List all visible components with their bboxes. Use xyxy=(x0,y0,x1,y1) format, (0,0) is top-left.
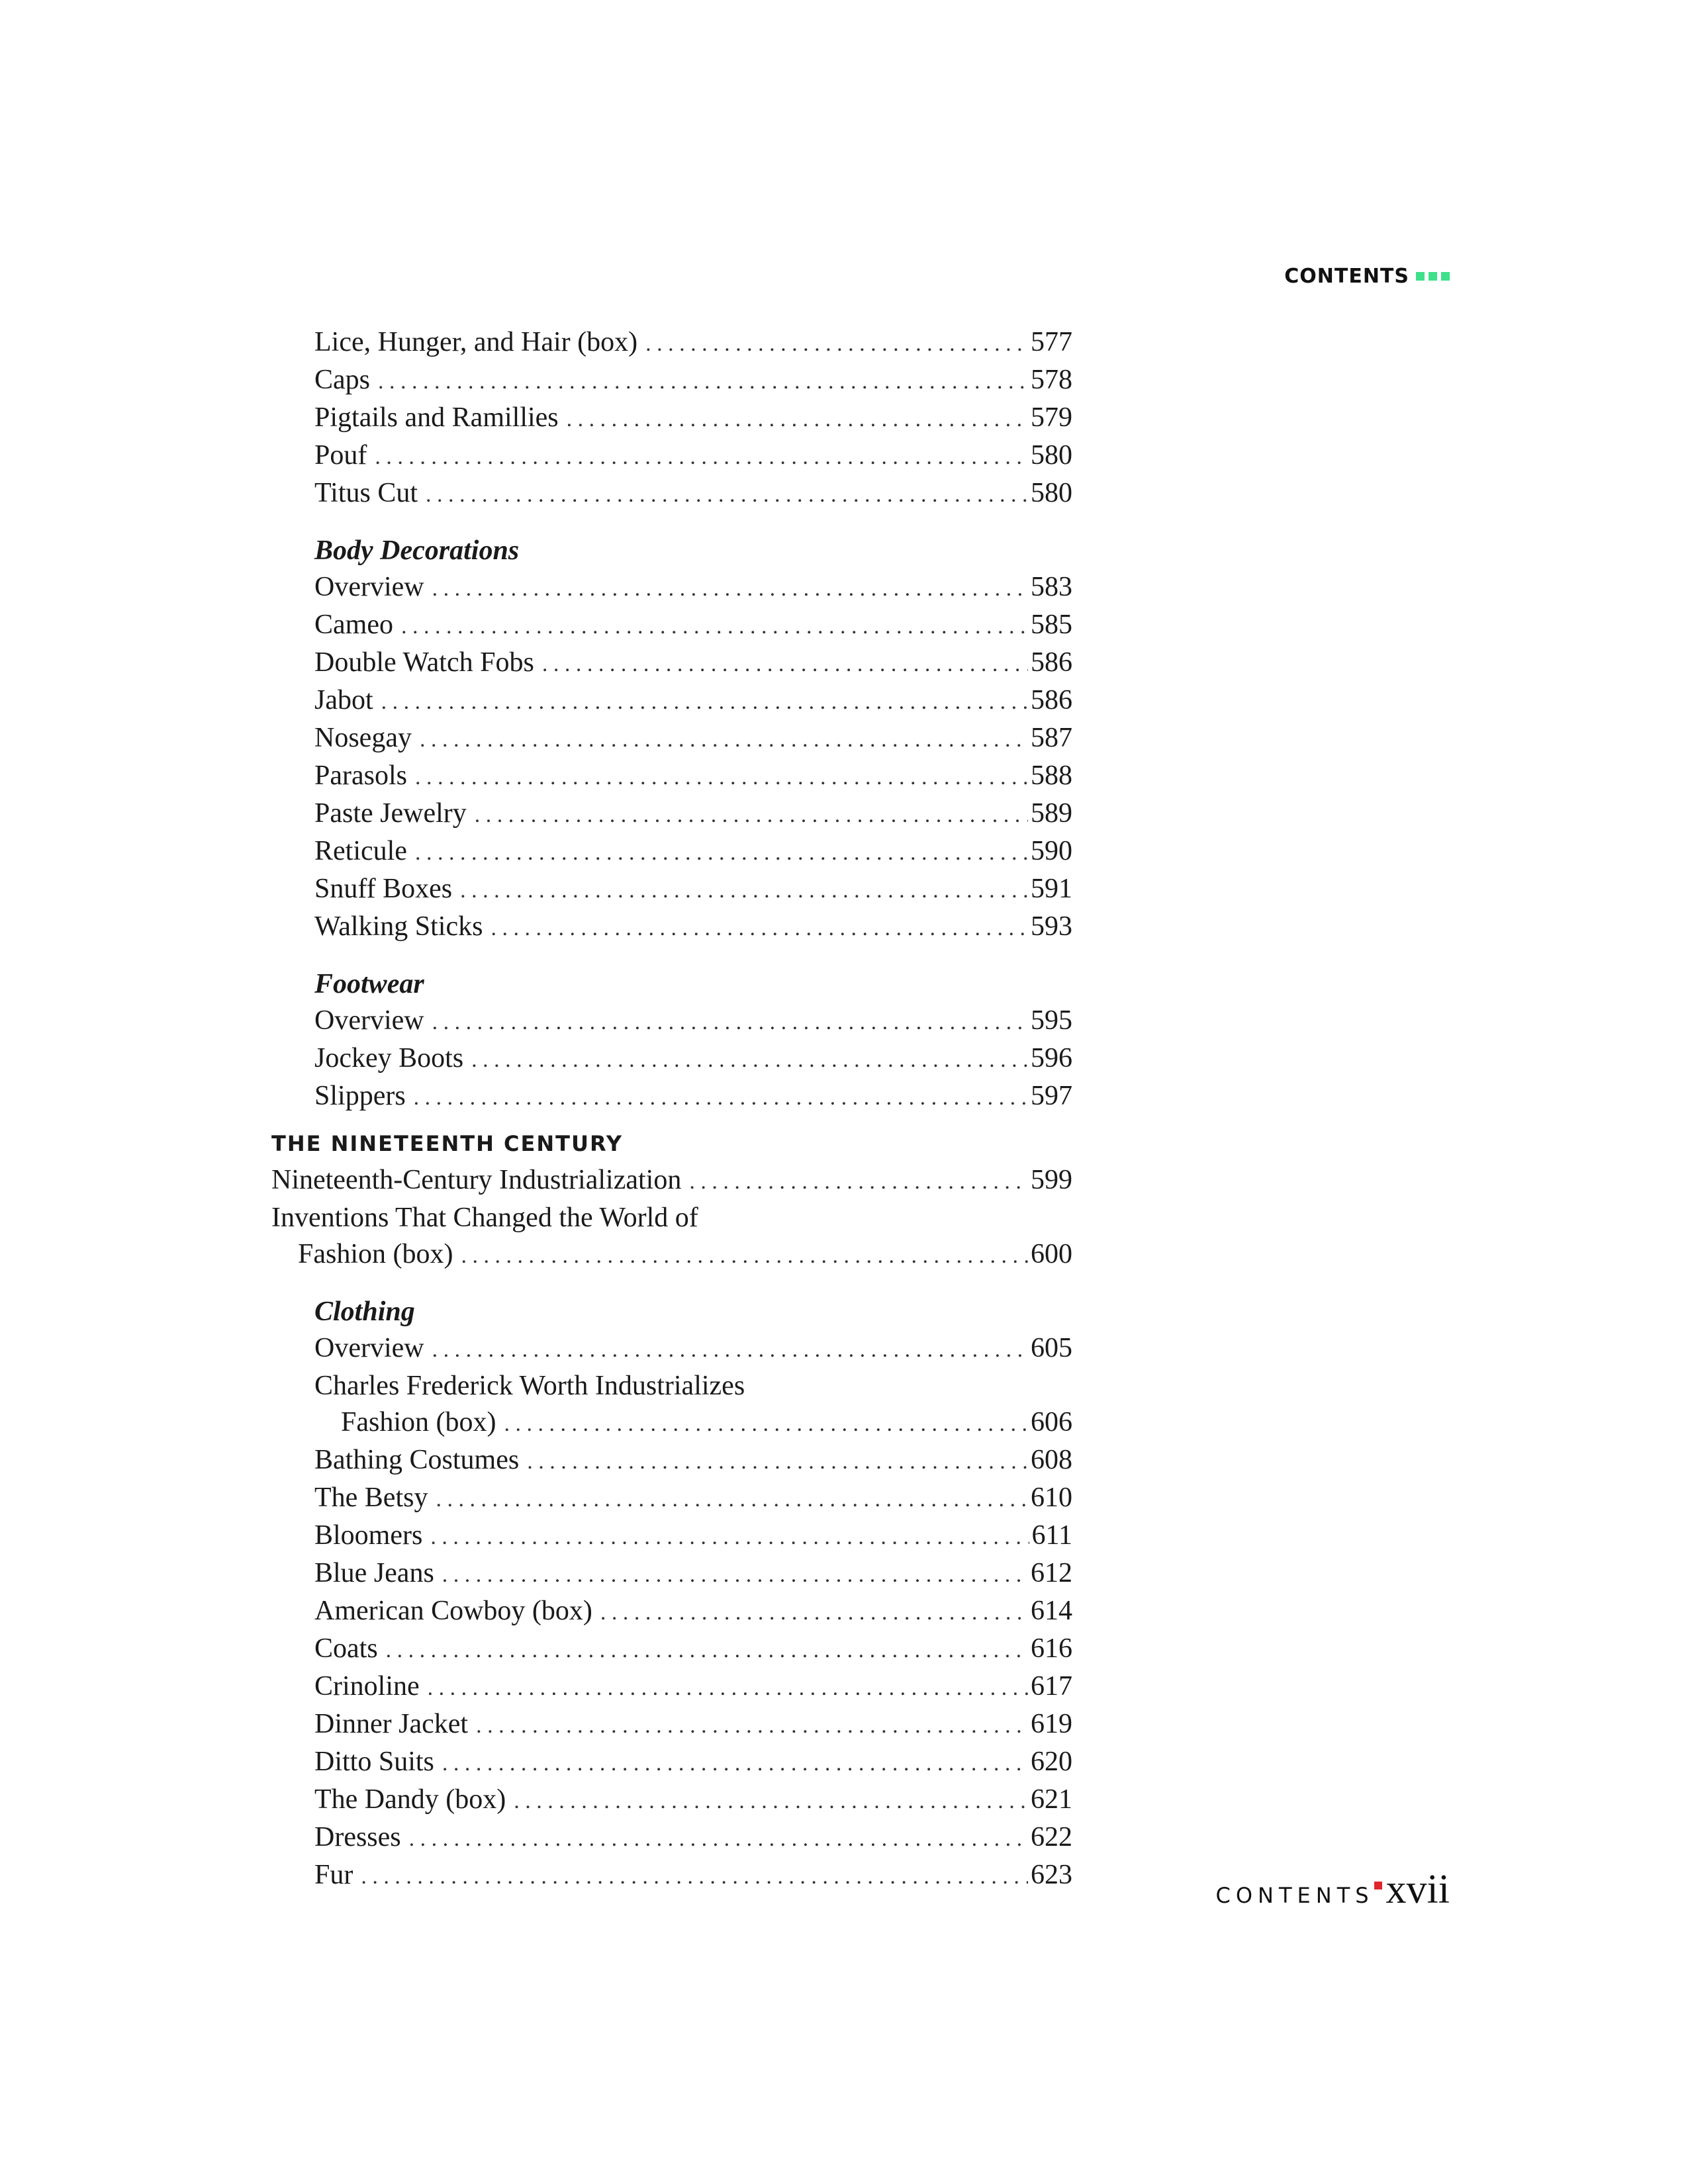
toc-entry[interactable]: American Cowboy (box) . . . 614 xyxy=(271,1593,1072,1631)
table-of-contents xyxy=(271,324,1072,1895)
toc-entry[interactable]: Titus Cut . . . 580 xyxy=(271,475,1072,513)
toc-entry[interactable]: Fashion (box) . . . 600 xyxy=(271,1236,1072,1274)
toc-group-hair xyxy=(271,324,1072,513)
toc-entry[interactable]: Nosegay . . . 587 xyxy=(271,720,1072,758)
folio-square xyxy=(1374,1882,1382,1889)
toc-entry[interactable]: Paste Jewelry . . . 589 xyxy=(271,796,1072,833)
toc-group-footwear xyxy=(271,966,1072,1116)
toc-entry[interactable]: Parasols . . . 588 xyxy=(271,758,1072,796)
section-heading: Footwear xyxy=(314,969,424,999)
toc-entry[interactable]: Reticule . . . 590 xyxy=(271,833,1072,871)
toc-entry[interactable]: Blue Jeans . . . 612 xyxy=(271,1555,1072,1593)
toc-entry[interactable]: Lice, Hunger, and Hair (box) . . . 577 xyxy=(271,324,1072,362)
toc-entry[interactable]: Dinner Jacket . . . 619 xyxy=(271,1706,1072,1744)
toc-group-body-decorations xyxy=(271,533,1072,946)
toc-entry[interactable]: Caps . . . 578 xyxy=(271,362,1072,400)
toc-entry[interactable]: Crinoline . . . 617 xyxy=(271,1668,1072,1706)
toc-entry[interactable]: Fashion (box) . . . 606 xyxy=(271,1404,1072,1442)
toc-entry[interactable]: Coats . . . 616 xyxy=(271,1631,1072,1668)
toc-entry[interactable]: Double Watch Fobs . . . 586 xyxy=(271,645,1072,682)
folio-label: CONTENTS xyxy=(1215,1883,1374,1908)
running-head xyxy=(1284,265,1450,288)
page-folio xyxy=(1216,1866,1450,1913)
toc-entry-line[interactable]: Inventions That Changed the World of xyxy=(271,1203,698,1233)
section-heading: Body Decorations xyxy=(314,535,520,566)
toc-entry[interactable]: Pigtails and Ramillies . . . 579 xyxy=(271,400,1072,437)
running-head-squares xyxy=(1416,272,1450,281)
toc-entry[interactable]: Slippers . . . 597 xyxy=(271,1078,1072,1116)
toc-entry-line[interactable]: Charles Frederick Worth Industrializes xyxy=(314,1371,745,1401)
toc-entry[interactable]: Fur . . . 623 xyxy=(271,1857,1072,1895)
toc-entry[interactable]: The Betsy . . . 610 xyxy=(271,1480,1072,1518)
toc-entry[interactable]: Dresses . . . 622 xyxy=(271,1819,1072,1857)
toc-entry[interactable]: Jabot . . . 586 xyxy=(271,682,1072,720)
toc-entry[interactable]: Pouf . . . 580 xyxy=(271,437,1072,475)
toc-entry[interactable]: Nineteenth-Century Industrialization . . . 599 xyxy=(271,1162,1072,1200)
toc-entry[interactable]: Walking Sticks . . . 593 xyxy=(271,909,1072,946)
page-number: xvii xyxy=(1385,1867,1450,1912)
toc-entry[interactable]: Overview . . . 583 xyxy=(271,569,1072,607)
running-head-label: CONTENTS xyxy=(1284,265,1409,288)
toc-entry[interactable]: Overview . . . 595 xyxy=(271,1003,1072,1040)
toc-entry[interactable]: The Dandy (box) . . . 621 xyxy=(271,1782,1072,1819)
toc-entry[interactable]: Cameo . . . 585 xyxy=(271,607,1072,645)
section-heading: Clothing xyxy=(314,1297,415,1327)
toc-entry[interactable]: Bathing Costumes . . . 608 xyxy=(271,1442,1072,1480)
toc-group-clothing xyxy=(271,1294,1072,1895)
toc-entry[interactable]: Bloomers . . . 611 xyxy=(271,1518,1072,1555)
toc-part-nineteenth-century xyxy=(271,1129,1072,1274)
toc-entry[interactable]: Snuff Boxes . . . 591 xyxy=(271,871,1072,909)
toc-entry[interactable]: Overview . . . 605 xyxy=(271,1330,1072,1368)
toc-entry[interactable]: Ditto Suits . . . 620 xyxy=(271,1744,1072,1782)
toc-entry[interactable]: Jockey Boots . . . 596 xyxy=(271,1040,1072,1078)
part-heading: THE NINETEENTH CENTURY xyxy=(271,1131,624,1156)
